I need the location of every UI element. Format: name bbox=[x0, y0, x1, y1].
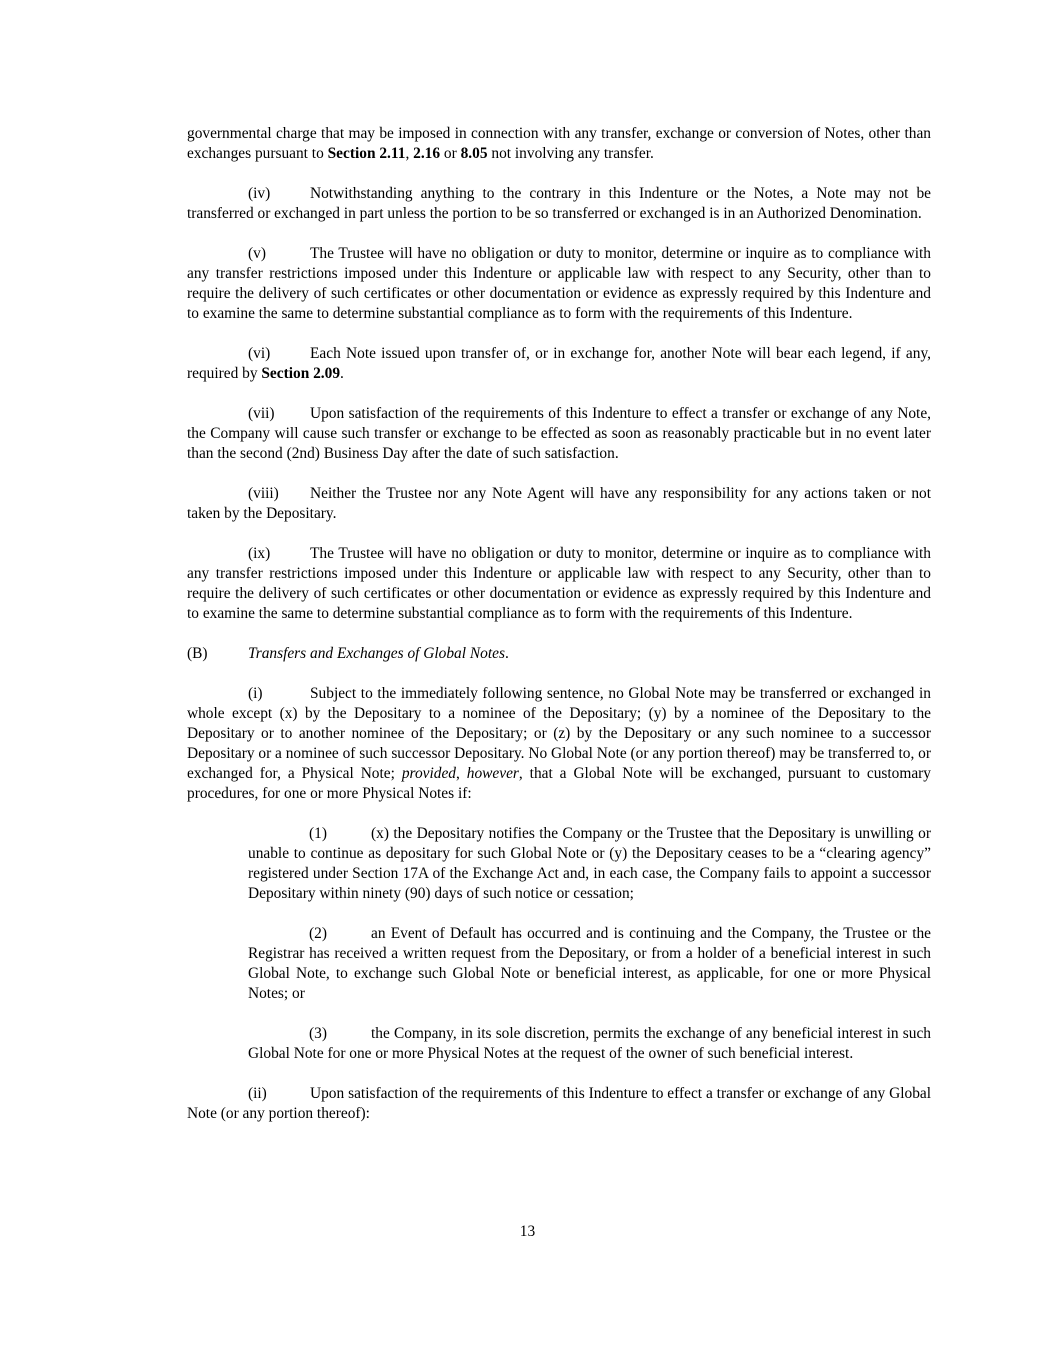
paragraph-b-ii bbox=[187, 1084, 931, 1124]
section-reference: Section 2.11 bbox=[327, 145, 406, 162]
text-run: . bbox=[340, 365, 344, 382]
text-run: or bbox=[440, 145, 461, 162]
clause-text: The Trustee will have no obligation or duty to monitor, determine or inquire as to compliance with any transfer restrictions imposed under this Indenture or applicable law with respect to any Security, other than to require the delivery of such certificates or other documentation or evidence as expressly required by this Indenture and to examine the same to determine substantial compliance as to form with the requirements of this Indenture. bbox=[187, 245, 931, 322]
text-run: , bbox=[405, 145, 414, 162]
section-reference: Section 2.09 bbox=[261, 365, 341, 382]
paragraph-ix bbox=[187, 544, 931, 624]
paragraph-sub-1 bbox=[248, 824, 931, 904]
paragraph-b-i bbox=[187, 684, 931, 804]
clause-text: Subject to the immediately following sentence, no Global Note may be transferred or exchanged in whole except (x) by the Depositary to a nominee of the Depositary; (y) by a nominee of the Depositary to the Depositary or to another nominee of the Depositary; or (z) by the Depositary or any such nominee to a successor Depositary or a nominee of such successor Depositary. No Global Note (or any portion thereof) may be transferred to, or exchanged for, a Physical Note; bbox=[187, 685, 931, 782]
clause-number: (vii) bbox=[248, 405, 275, 422]
text-run: governmental charge that may be imposed in connection with any transfer, exchange or conversion of Notes, other than exchanges pursuant to bbox=[187, 125, 931, 162]
heading-number: (B) bbox=[187, 645, 208, 662]
clause-text: Upon satisfaction of the requirements of this Indenture to effect a transfer or exchange of any Note, the Company will cause such transfer or exchange to be effected as soon as reasonably practicable but in no event later than the second (2nd) Business Day after the date of such satisfaction. bbox=[187, 405, 931, 462]
heading-title: Transfers and Exchanges of Global Notes bbox=[248, 645, 505, 662]
paragraph-viii bbox=[187, 484, 931, 524]
emphasis-text: however bbox=[466, 765, 519, 782]
section-reference: 2.16 bbox=[413, 145, 441, 162]
text-run: , bbox=[455, 765, 467, 782]
clause-number: (ii) bbox=[248, 1085, 267, 1102]
clause-number: (v) bbox=[248, 245, 266, 262]
clause-text: Upon satisfaction of the requirements of this Indenture to effect a transfer or exchange of any Global Note (or any portion thereof): bbox=[187, 1085, 931, 1122]
page-number: 13 bbox=[519, 1223, 536, 1240]
clause-number: (1) bbox=[309, 825, 327, 842]
clause-number: (vi) bbox=[248, 345, 271, 362]
clause-text: The Trustee will have no obligation or duty to monitor, determine or inquire as to compliance with any transfer restrictions imposed under this Indenture or applicable law with respect to any Security, other than to require the delivery of such certificates or other documentation or evidence as expressly required by this Indenture and to examine the same to determine substantial compliance as to form with the requirements of this Indenture. bbox=[187, 545, 931, 622]
section-heading-b bbox=[187, 644, 931, 664]
text-run: . bbox=[504, 645, 509, 662]
clause-number: (ix) bbox=[248, 545, 271, 562]
clause-text: Each Note issued upon transfer of, or in exchange for, another Note will bear each legend, if any, required by bbox=[187, 345, 931, 382]
clause-number: (3) bbox=[309, 1025, 327, 1042]
paragraph-continuation bbox=[187, 124, 931, 164]
clause-text: , that a Global Note will be exchanged, pursuant to customary procedures, for one or more Physical Notes if: bbox=[187, 765, 931, 802]
paragraph-vi bbox=[187, 344, 931, 384]
clause-text: an Event of Default has occurred and is continuing and the Company, the Trustee or the Registrar has received a written request from the Depositary, or from a holder of a beneficial interest in such Global Note, to exchange such Global Note or beneficial interest, as applicable, for one or more Physical Notes; or bbox=[248, 925, 931, 1002]
clause-text: Neither the Trustee nor any Note Agent will have any responsibility for any actions taken or not taken by the Depositary. bbox=[187, 485, 931, 522]
paragraph-sub-2 bbox=[248, 924, 931, 1004]
paragraph-iv bbox=[187, 184, 931, 224]
emphasis-text: provided bbox=[401, 765, 456, 782]
document-page bbox=[187, 124, 931, 1124]
paragraph-v bbox=[187, 244, 931, 324]
clause-number: (2) bbox=[309, 925, 327, 942]
clause-text: the Company, in its sole discretion, permits the exchange of any beneficial interest in such Global Note for one or more Physical Notes at the request of the owner of such beneficial interest. bbox=[248, 1025, 931, 1062]
clause-text: Notwithstanding anything to the contrary in this Indenture or the Notes, a Note may not be transferred or exchanged in part unless the portion to be so transferred or exchanged is in an Authorized Denomination. bbox=[187, 185, 931, 222]
clause-number: (viii) bbox=[248, 485, 279, 502]
paragraph-sub-3 bbox=[248, 1024, 931, 1064]
clause-text: (x) the Depositary notifies the Company or the Trustee that the Depositary is unwilling or unable to continue as depositary for such Global Note or (y) the Depositary ceases to be a “clearing agency” registered under Section 17A of the Exchange Act and, in each case, the Company fails to appoint a successor Depositary within ninety (90) days of such notice or cessation; bbox=[248, 825, 931, 902]
text-run: not involving any transfer. bbox=[487, 145, 654, 162]
clause-number: (i) bbox=[248, 685, 263, 702]
section-reference: 8.05 bbox=[460, 145, 488, 162]
clause-number: (iv) bbox=[248, 185, 271, 202]
paragraph-vii bbox=[187, 404, 931, 464]
